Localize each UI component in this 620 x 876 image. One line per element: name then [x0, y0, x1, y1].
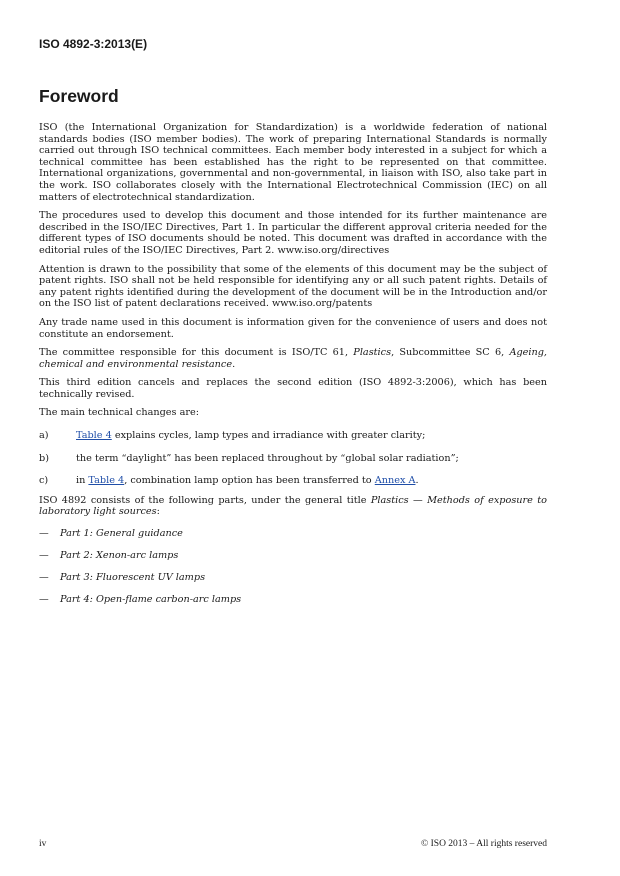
table-4-link[interactable]: Table 4 — [76, 430, 112, 442]
dash-marker: — — [39, 550, 49, 562]
dash-marker: — — [39, 528, 49, 540]
list-marker: b) — [39, 452, 49, 464]
paragraph-changes-intro: The main technical changes are: — [39, 407, 199, 419]
page-title: Foreword — [39, 86, 119, 106]
copyright-notice: © ISO 2013 – All rights reserved — [421, 839, 547, 849]
paragraph-iso-federation: ISO (the International Organization for Standardization) is a worldwide federation of national standards bodies (ISO member bodies). The work of preparing International Standards is normally carried out through ISO technical committees. Each member body interested in a subject for which a technical committee has been established has the right to be represented on that committee. International organizations, governmental and non-governmental, in liaison with ISO, also take part in the work. ISO collaborates closely with the International Electrotechnical Commission (IEC) on all matters of electrotechnical standardization. — [39, 122, 547, 203]
paragraph-committee: The committee responsible for this document is ISO/TC 61, Plastics, Subcommittee SC 6, Ageing, chemical and environmental resistance. — [39, 347, 548, 370]
list-item: — Part 2: Xenon-arc lamps — [39, 550, 179, 562]
list-item: — Part 1: General guidance — [39, 528, 183, 540]
list-item: a) Table 4 explains cycles, lamp types and irradiance with greater clarity; — [39, 430, 426, 442]
foreword-body — [39, 122, 547, 616]
list-marker: a) — [39, 430, 49, 442]
dash-marker: — — [39, 572, 49, 584]
paragraph-patents: Attention is drawn to the possibility that some of the elements of this document may be the subject of patent rights. ISO shall not be held responsible for identifying any or all such patent rights. Details of any patent rights identified during the development of the document will be in the Introduction and/or on the ISO list of patent declarations received. www.iso.org/patents — [39, 263, 547, 310]
list-item: b) the term “daylight” has been replaced throughout by “global solar radiation”; — [39, 452, 459, 464]
table-4-link[interactable]: Table 4 — [88, 475, 125, 487]
list-item: — Part 3: Fluorescent UV lamps — [39, 572, 206, 584]
paragraph-parts-intro: ISO 4892 consists of the following parts, under the general title Plastics — Methods of exposure to laboratory light sources: — [39, 494, 548, 518]
paragraph-procedures: The procedures used to develop this document and those intended for its further maintenance are described in the ISO/IEC Directives, Part 1. In particular the different approval criteria needed for the different types of ISO documents should be noted. This document was drafted in accordance with the editorial rules of the ISO/IEC Directives, Part 2. www.iso.org/directives — [39, 210, 547, 256]
list-item: c) in Table 4, combination lamp option has been transferred to Annex A. — [39, 475, 419, 487]
list-item: — Part 4: Open-flame carbon-arc lamps — [39, 594, 242, 606]
paragraph-edition: This third edition cancels and replaces the second edition (ISO 4892-3:2006), which has been technically revised. — [39, 377, 547, 400]
dash-marker: — — [39, 594, 49, 606]
document-id: ISO 4892-3:2013(E) — [39, 37, 148, 51]
page-number: iv — [39, 839, 47, 849]
paragraph-trade-name: Any trade name used in this document is information given for the convenience of users and does not constitute an endorsement. — [39, 316, 547, 340]
page-footer — [39, 839, 547, 849]
list-marker: c) — [39, 475, 49, 487]
annex-a-link[interactable]: Annex A — [374, 475, 416, 487]
